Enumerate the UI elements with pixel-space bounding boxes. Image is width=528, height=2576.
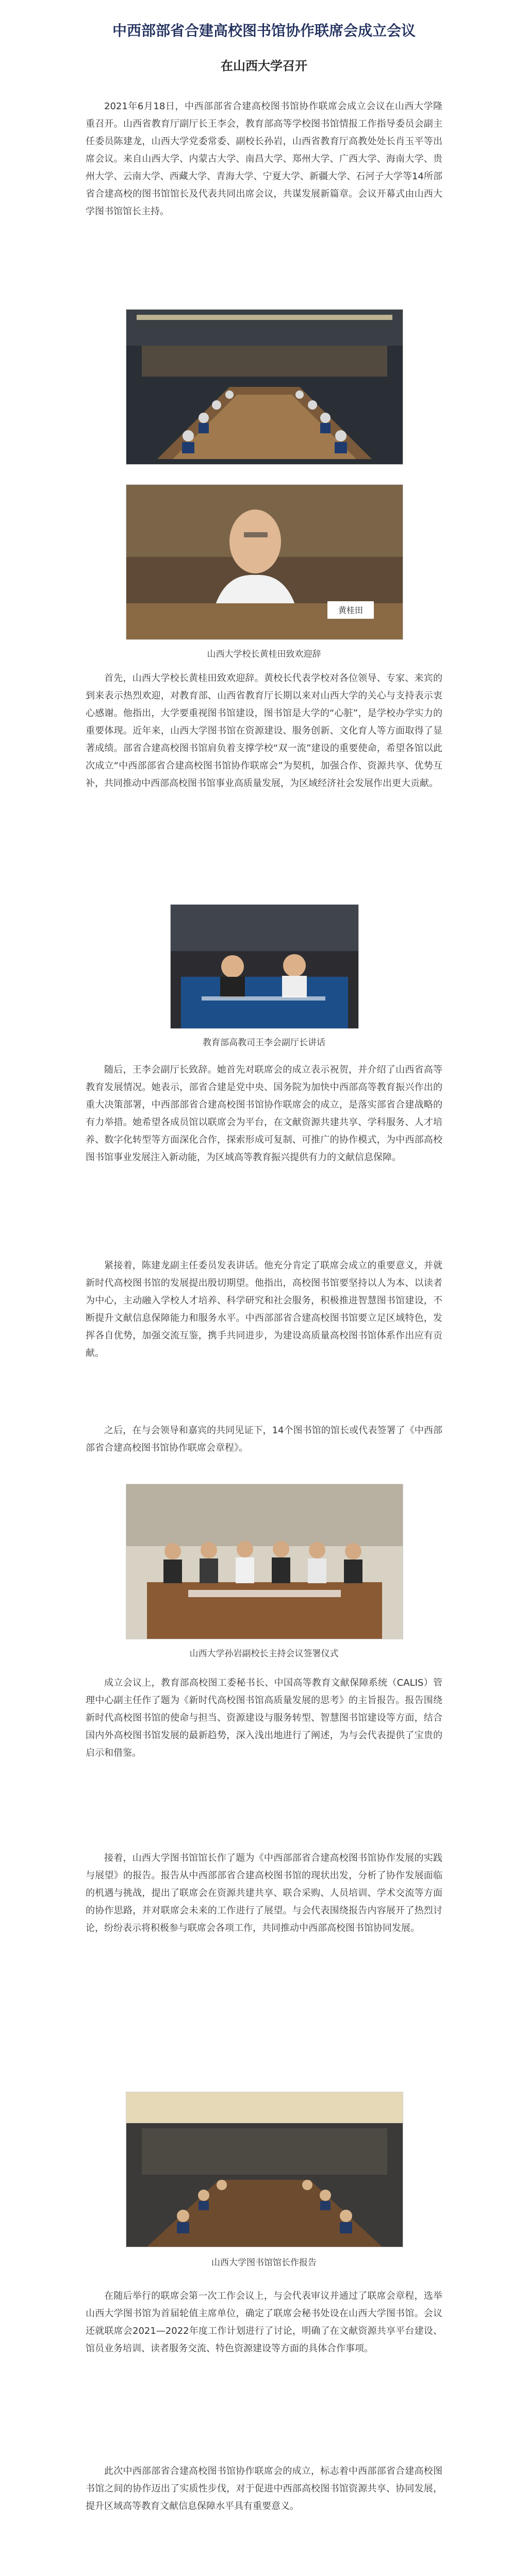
paragraph-work-meeting: 在随后举行的联席会第一次工作会议上，与会代表审议并通过了联席会章程，选举山西大学图书馆为首届轮值主席单位，确定了联席会秘书处设在山西大学图书馆。会议还就联席会2021—2022年度工作计划进行了讨论，明确了在文献资源共享平台建设、馆员业务培训、读者服务交流、特色资源建设等方面的具体合作事项。 [86, 2291, 442, 2354]
paragraph-chen: 紧接着，陈建龙副主任委员发表讲话。他充分肯定了联席会成立的重要意义，并就新时代高校图书馆的发展提出殷切期望。他指出，高校图书馆要坚持以人为本、以读者为中心，主动融入学校人才培养、科学研究和社会服务，积极推进智慧图书馆建设，不断提升文献信息保障能力和服务水平。中西部部省合建高校图书馆要立足区域特色，发挥各自优势，加强交流互鉴，携手共同进步，为建设高质量高校图书馆体系作出应有贡献。 [86, 1260, 442, 1359]
photo-vice-speech [170, 904, 359, 1029]
nameplate-text: 黄桂田 [338, 605, 364, 615]
signing-illustration [126, 1484, 403, 1639]
photo-meeting-room [126, 309, 403, 465]
report-illustration [126, 2092, 403, 2247]
paragraph-significance: 此次中西部部省合建高校图书馆协作联席会的成立，标志着中西部部省合建高校图书馆之间的协作迈出了实质性步伐，对于促进中西部高校图书馆资源共享、协同发展，提升区域高等教育文献信息保障水平具有重要意义。 [86, 2466, 442, 2512]
paragraph-report-1: 成立会议上，教育部高校图工委秘书长、中国高等教育文献保障系统（CALIS）管理中心副主任作了题为《新时代高校图书馆高质量发展的思考》的主旨报告。报告围绕新时代高校图书馆的使命与担当、资源建设与服务转型、智慧图书馆建设等方面，结合国内外高校图书馆发展的最新趋势，深入浅出地进行了阐述，为与会代表提供了宝贵的启示和借鉴。 [86, 1677, 442, 1758]
paragraph-intro: 2021年6月18日，中西部部省合建高校图书馆协作联席会成立会议在山西大学隆重召开。山西省教育厅副厅长王李会，教育部高等学校图书馆情报工作指导委员会副主任委员陈建龙，山西大学党委常委、副校长孙岩，山西省教育厅高教处处长肖玉平等出席会议。来自山西大学、内蒙古大学、南昌大学、郑州大学、广西大学、海南大学、贵州大学、云南大学、西藏大学、青海大学、宁夏大学、新疆大学、石河子大学等14所部省合建高校的图书馆馆长及代表共同出席会议，共谋发展新篇章。会议开幕式由山西大学图书馆馆长主持。 [86, 101, 442, 217]
meeting-room-illustration [126, 310, 403, 464]
article-subtitle: 在山西大学召开 [221, 59, 307, 73]
caption-signing: 山西大学孙岩副校长主持会议签署仪式 [189, 1649, 339, 1659]
paragraph-signing: 之后，在与会领导和嘉宾的共同见证下，14个图书馆的馆长或代表签署了《中西部部省合建高校图书馆协作联席会章程》。 [86, 1425, 442, 1453]
paragraph-speech: 随后，王李会副厅长致辞。她首先对联席会的成立表示祝贺，并介绍了山西省高等教育发展情况。她表示，部省合建是党中央、国务院为加快中西部高等教育振兴作出的重大决策部署，中西部部省合建高校图书馆协作联席会的成立，是落实部省合建战略的有力举措。她希望各成员馆以联席会为平台，在文献资源共建共享、学科服务、人才培养、数字化转型等方面深化合作，探索形成可复制、可推广的协作模式，为中西部高校图书馆事业发展注入新动能，为区域高等教育振兴提供有力的文献信息保障。 [86, 1064, 442, 1163]
photo-speaker [126, 484, 403, 640]
speaker-illustration [126, 485, 403, 639]
photo-signing [126, 1484, 403, 1639]
caption-report: 山西大学图书馆馆长作报告 [211, 2258, 317, 2268]
article-title: 中西部部省合建高校图书馆协作联席会成立会议 [112, 22, 416, 39]
photo-report [126, 2092, 403, 2247]
vice-speech-illustration [171, 905, 358, 1028]
paragraph-report-2: 接着，山西大学图书馆馆长作了题为《中西部部省合建高校图书馆协作发展的实践与展望》的报告。报告从中西部部省合建高校图书馆的现状出发，分析了协作发展面临的机遇与挑战，提出了联席会在资源共建共享、联合采购、人员培训、学术交流等方面的协作思路，并对联席会未来的工作进行了展望。与会代表围绕报告内容展开了热烈讨论，纷纷表示将积极参与联席会各项工作，共同推动中西部高校图书馆协同发展。 [86, 1853, 442, 1934]
caption-speaker: 山西大学校长黄桂田致欢迎辞 [207, 649, 321, 659]
caption-vice-speech: 教育部高教司王李会副厅长讲话 [203, 1038, 325, 1048]
paragraph-welcome: 首先，山西大学校长黄桂田致欢迎辞。黄校长代表学校对各位领导、专家、来宾的到来表示热烈欢迎，对教育部、山西省教育厅长期以来对山西大学的关心与支持表示衷心感谢。他指出，大学要重视图书馆建设，图书馆是大学的“心脏”，是学校办学实力的重要体现。近年来，山西大学图书馆在资源建设、服务创新、文化育人等方面取得了显著成绩。部省合建高校图书馆肩负着支撑学校“双一流”建设的重要使命，希望各馆以此次成立“中西部部省合建高校图书馆协作联席会”为契机，加强合作、资源共享、优势互补，共同推动中西部高校图书馆事业高质量发展，为区域经济社会发展作出更大贡献。 [86, 673, 442, 789]
